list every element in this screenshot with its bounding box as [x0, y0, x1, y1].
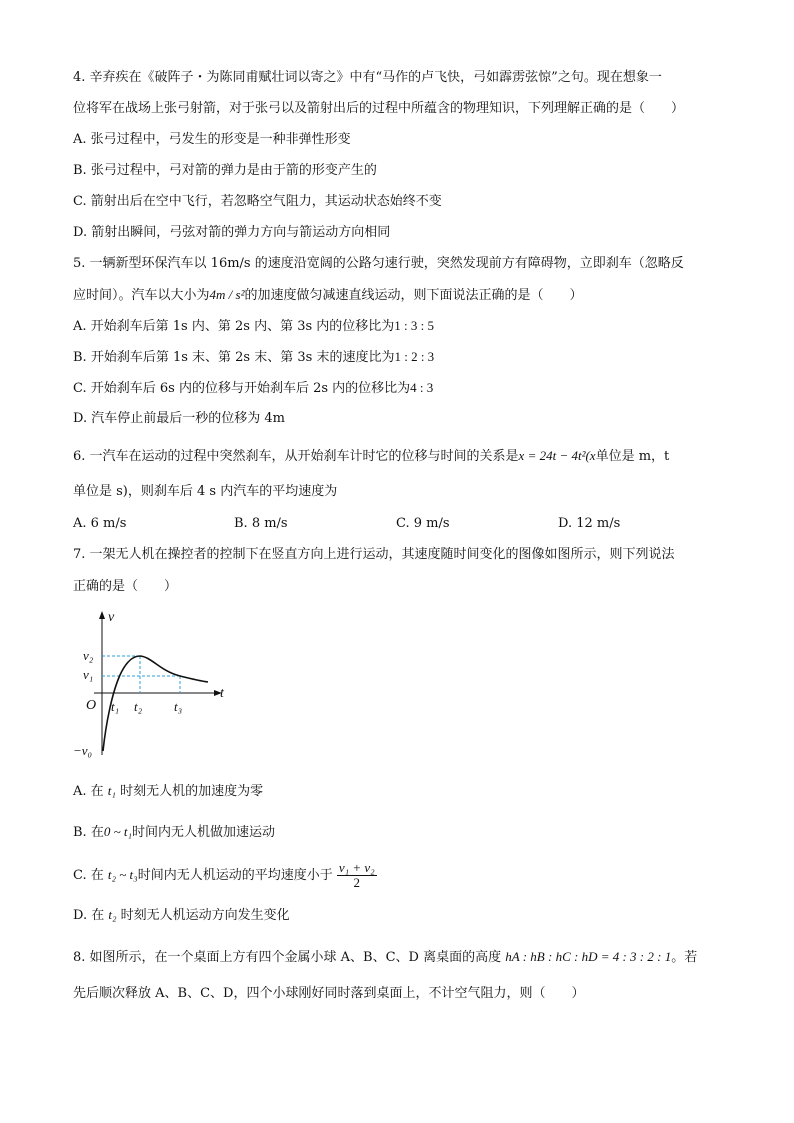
q7-option-c: C. 在 t₂ ~ t₃时间内无人机运动的平均速度小于 $\frac{\text{v₁ + v₂}}{2}$ [73, 860, 375, 890]
x-axis-label: t [220, 686, 224, 701]
t2-label: t₂ [134, 699, 143, 714]
q5-option-a: A. 开始刹车后第 1s 内、第 2s 内、第 3s 内的位移比为1 : 3 : 5 [73, 318, 435, 334]
q8-height-ratio: hA : hB : hC : hD = 4 : 3 : 2 : 1 [505, 949, 672, 964]
q4-stem-line2: 位将军在战场上张弓射箭，对于张弓以及箭射出后的过程中所蕴含的物理知识，下列理解正确的是（ ） [73, 101, 685, 116]
q7-stem-line1: 7. 一架无人机在操控者的控制下在竖直方向上进行运动，其速度随时间变化的图像如图所示，则下列说法 [73, 547, 675, 562]
q8-stem-line1: 8. 如图所示，在一个桌面上方有四个金属小球 A、B、C、D 离桌面的高度 hA : hB : hC : hD = 4 : 3 : 2 : 1。若 [73, 949, 698, 965]
q6-option-c: C. 9 m/s [396, 516, 450, 531]
q5-acceleration: 4m / s² [209, 287, 245, 302]
q4-stem-line1: 4. 辛弃疾在《破阵子・为陈同甫赋壮词以寄之》中有“马作的卢飞快，弓如霹雳弦惊”之句。现在想象一 [73, 70, 662, 85]
q7-option-a: A. 在 t₁ 时刻无人机的加速度为零 [73, 783, 264, 799]
t3-label: t₃ [174, 699, 183, 714]
y-axis-arrow-icon [99, 611, 105, 619]
q4-option-a: A. 张弓过程中，弓发生的形变是一种非弹性形变 [73, 132, 351, 147]
q5-stem-line1: 5. 一辆新型环保汽车以 16m/s 的速度沿宽阔的公路匀速行驶，突然发现前方有障碍物，立即刹车（忽略反 [73, 256, 684, 271]
q7-option-d: D. 在 t₂ 时刻无人机运动方向发生变化 [73, 907, 290, 923]
q6-stem-line2: 单位是 s)，则刹车后 4 s 内汽车的平均速度为 [73, 484, 338, 499]
q7-fraction: $\frac{\text{v₁ + v₂}}{2}$ [338, 860, 375, 890]
q7-velocity-time-graph [70, 605, 240, 765]
v2-label: v₂ [83, 648, 94, 663]
q6-option-b: B. 8 m/s [234, 516, 288, 531]
q6-equation: x = 24t − 4t²(x [518, 448, 596, 463]
y-axis-label: v [108, 610, 115, 625]
q6-options [73, 514, 733, 534]
q5-option-c: C. 开始刹车后 6s 内的位移与开始刹车后 2s 内的位移比为4 : 3 [73, 380, 434, 396]
q8-stem-line2: 先后顺次释放 A、B、C、D，四个小球刚好同时落到桌面上，不计空气阻力，则（ ） [73, 986, 585, 1001]
q7-option-b: B. 在0 ~ t₁时间内无人机做加速运动 [73, 824, 276, 840]
q6-stem-line1: 6. 一汽车在运动的过程中突然刹车，从开始刹车计时它的位移与时间的关系是x = 24t − 4t²(x单位是 m，t [73, 448, 670, 464]
origin-label: O [86, 698, 97, 713]
q7-stem-line2: 正确的是（ ） [73, 579, 178, 594]
q5-stem-line2: 应时间）。汽车以大小为4m / s²的加速度做匀减速直线运动，则下面说法正确的是（ ） [73, 287, 583, 303]
q5-option-b: B. 开始刹车后第 1s 末、第 2s 末、第 3s 末的速度比为1 : 2 : 3 [73, 349, 435, 365]
q4-option-c: C. 箭射出后在空中飞行，若忽略空气阻力，其运动状态始终不变 [73, 194, 442, 209]
neg-v0-label: −v₀ [73, 743, 93, 758]
v1-label: v₁ [83, 667, 94, 682]
q4-option-b: B. 张弓过程中，弓对箭的弹力是由于箭的形变产生的 [73, 163, 377, 178]
q5-option-d: D. 汽车停止前最后一秒的位移为 4m [73, 411, 285, 426]
q6-option-a: A. 6 m/s [73, 516, 127, 531]
t1-label: t₁ [111, 699, 120, 714]
q4-option-d: D. 箭射出瞬间，弓弦对箭的弹力方向与箭运动方向相同 [73, 225, 391, 240]
q6-option-d: D. 12 m/s [558, 516, 621, 531]
